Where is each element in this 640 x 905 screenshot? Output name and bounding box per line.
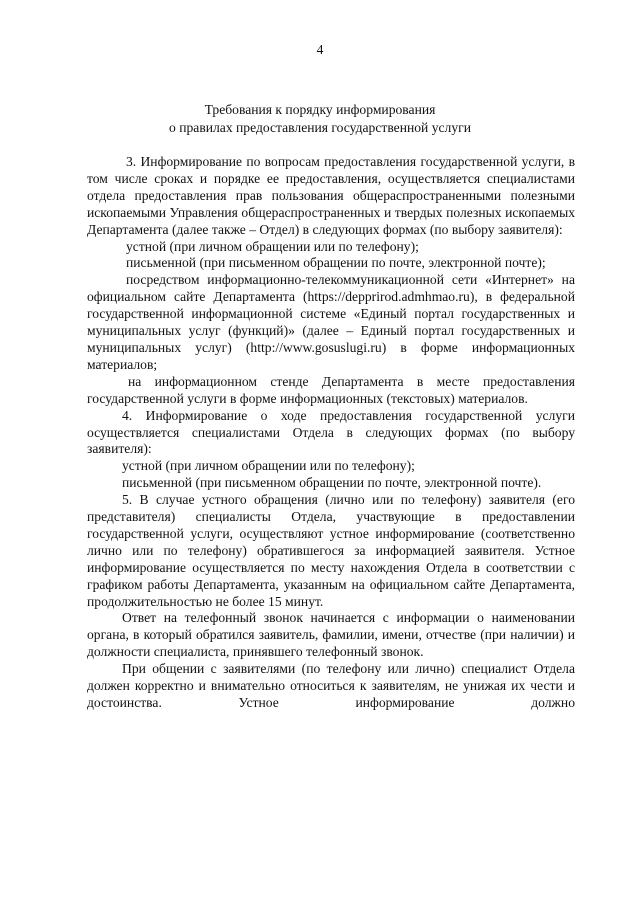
paragraph-3: 3. Информирование по вопросам предоставления государственной услуги, в том числе сроках и порядке ее предоставления, осуществляется специалистами отдела предоставления прав пользования общераспространенными полезными ископаемыми Управления общераспространенных и твердых полезных ископаемых Департамента (далее также – Отдел) в следующих формах (по выбору заявителя): — [87, 154, 575, 237]
section-heading — [0, 102, 640, 138]
heading-line-2: о правилах предоставления государственной услуги — [169, 120, 471, 135]
paragraph-info-stand: на информационном стенде Департамента в месте предоставления государственной услуги в форме информационных (текстовых) материалов. — [87, 373, 575, 406]
paragraph-oral-form: устной (при личном обращении или по телефону); — [126, 238, 419, 254]
heading-line-1: Требования к порядку информирования — [204, 102, 436, 117]
paragraph-oral-form-2: устной (при личном обращении или по телефону); — [122, 458, 415, 474]
paragraph-written-form: письменной (при письменном обращении по почте, электронной почте); — [126, 255, 546, 271]
page-number: 4 — [316, 42, 324, 57]
paragraph-communication: При общении с заявителями (по телефону или лично) специалист Отдела должен корректно и внимательно относиться к заявителям, не унижая их чести и достоинства. Устное информирование должно — [87, 661, 575, 710]
paragraph-internet-form: посредством информационно-телекоммуникационной сети «Интернет» на официальном сайте Департамента (https://depprirod.admhmao.ru), в федеральной государственной информационной системе «Единый портал государственных и муниципальных услуг (функций)» (далее – Единый портал государственных и муниципальных услуг) (http://www.gosuslugi.ru) в форме информационных материалов; — [87, 272, 575, 372]
paragraph-5: 5. В случае устного обращения (лично или по телефону) заявителя (его представителя) специалисты Отдела, участвующие в предоставлении государственной услуги, осуществляют устное информирование (соответственно лично или по телефону) обратившегося за информацией заявителя. Устное информирование осуществляется по месту нахождения Отдела в соответствии с графиком работы Департамента, указанным на официальном сайте Департамента, продолжительностью не более 15 минут. — [87, 492, 575, 609]
paragraph-written-form-2: письменной (при письменном обращении по почте, электронной почте). — [122, 475, 542, 491]
document-body — [87, 154, 575, 712]
paragraph-4: 4. Информирование о ходе предоставления государственной услуги осуществляется специалистами Отдела в следующих формах (по выбору заявителя): — [87, 407, 575, 457]
paragraph-phone-answer: Ответ на телефонный звонок начинается с информации о наименовании органа, в который обратился заявитель, фамилии, имени, отчестве (при наличии) и должности специалиста, принявшего телефонный звонок. — [87, 610, 575, 660]
